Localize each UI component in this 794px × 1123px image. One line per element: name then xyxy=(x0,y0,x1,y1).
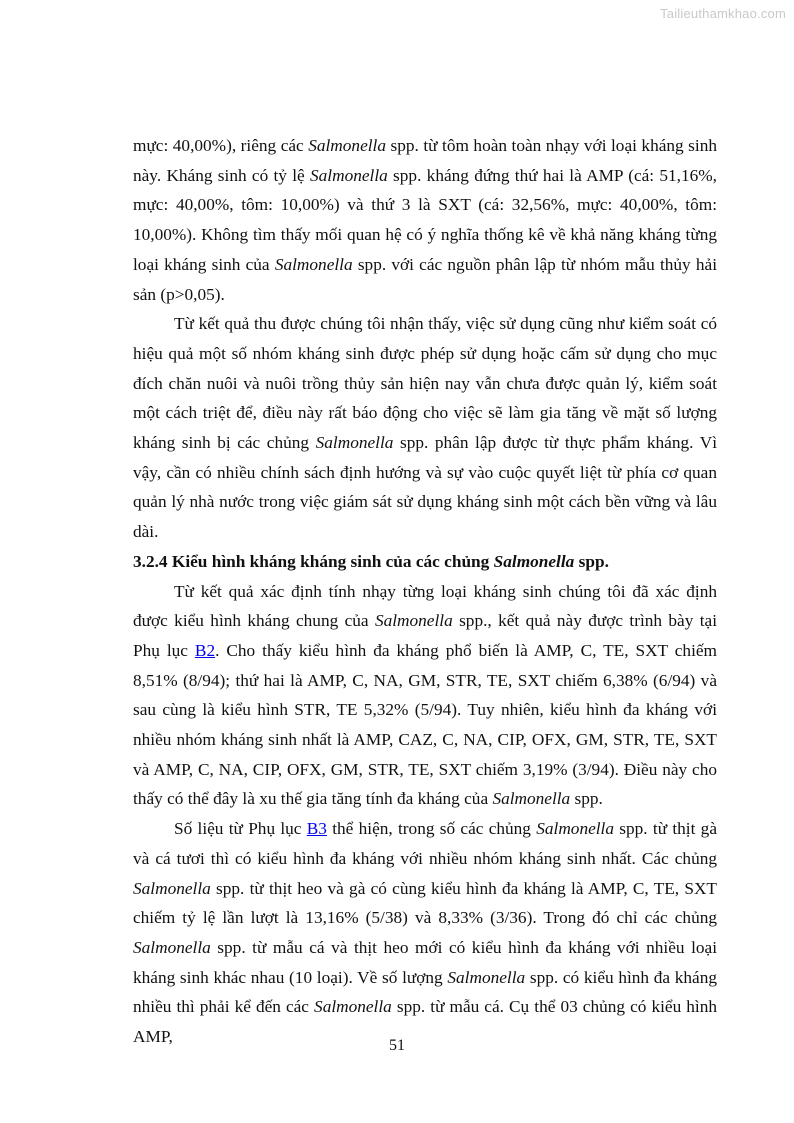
text-run: mực: 40,00%), riêng các xyxy=(133,136,309,155)
scientific-name: Salmonella xyxy=(374,611,453,631)
scientific-name: Salmonella xyxy=(308,136,386,155)
text-run: spp., kết quả này được trình bày tại Phụ lục xyxy=(133,611,717,660)
text-run: spp. từ mẫu cá. Cụ thể 03 chủng có kiểu hình AMP, xyxy=(133,997,717,1047)
text-run: Từ kết quả thu được chúng tôi nhận thấy, việc sử dụng cũng như kiểm soát có hiệu quả một số nhóm kháng sinh được phép sử dụng hoặc cấm sử dụng cho mục đích chăn nuôi và nuôi trồng thủy sản hiện nay vẫn chưa được quản lý, kiểm soát một cách triệt để, điều này rất báo động cho việc sẽ làm gia tăng về mặt số lượng kháng sinh bị các chủng xyxy=(133,314,717,453)
text-run: spp. kháng đứng thứ hai là AMP (cá: 51,16%, mực: 40,00%, tôm: 10,00%) và thứ 3 là SXT (cá: 32,56%, mực: 40,00%, tôm: 10,00%). Không tìm thấy mối quan hệ có ý nghĩa thống kê về khả năng kháng từng loại kháng sinh của xyxy=(133,165,717,274)
text-run: 3.2.4 Kiểu hình kháng kháng sinh của các chủng xyxy=(133,551,494,571)
text-run: spp. từ tôm hoàn toàn nhạy với loại kháng sinh này. Kháng sinh có tỷ lệ xyxy=(133,136,717,185)
scientific-name: Salmonella xyxy=(133,878,211,898)
text-run: spp. phân lập được từ thực phẩm kháng. Vì vậy, cần có nhiều chính sách định hướng và sự vào cuộc quyết liệt từ phía cơ quan quản lý nhà nước trong việc giám sát sử dụng kháng sinh một cách bền vững và lâu dài. xyxy=(133,433,718,542)
text-run: thể hiện, trong số các chủng xyxy=(326,819,537,839)
paragraph-appendix-b3 xyxy=(133,814,717,1052)
text-run: Số liệu từ Phụ lục xyxy=(174,819,307,839)
appendix-link-b2[interactable]: B2 xyxy=(194,640,216,660)
site-watermark: Tailieuthamkhao.com xyxy=(660,6,786,21)
scientific-name: Salmonella xyxy=(536,819,614,839)
text-run: spp. với các nguồn phân lập từ nhóm mẫu thủy hải sản (p>0,05). xyxy=(133,254,718,304)
scientific-name: Salmonella xyxy=(315,433,394,453)
text-run: spp. xyxy=(570,789,603,809)
scientific-name: Salmonella xyxy=(493,551,575,571)
text-run: spp. từ thịt gà và cá tươi thì có kiểu hình đa kháng với nhiều nhóm kháng sinh nhất. Các chủng xyxy=(133,819,717,868)
page-number: 51 xyxy=(389,1037,405,1054)
paragraph-resistance-phenotypes xyxy=(133,577,717,815)
scientific-name: Salmonella xyxy=(492,789,571,809)
document-body xyxy=(133,131,717,1052)
text-run: Từ kết quả xác định tính nhạy từng loại kháng sinh chúng tôi đã xác định được kiểu hình kháng chung của xyxy=(133,581,717,631)
section-heading-3-2-4 xyxy=(133,547,717,577)
text-run: spp. có kiểu hình đa kháng nhiều thì phải kể đến các xyxy=(133,967,717,1017)
scientific-name: Salmonella xyxy=(314,997,392,1017)
scientific-name: Salmonella xyxy=(133,937,211,957)
paragraph-antibiotic-control xyxy=(133,309,717,547)
text-run: spp. từ mẫu cá và thịt heo mới có kiểu hình đa kháng với nhiều loại kháng sinh khác nhau (10 loại). Về số lượng xyxy=(133,937,717,987)
text-run: spp. xyxy=(574,551,609,571)
scientific-name: Salmonella xyxy=(310,165,388,185)
appendix-link-b3[interactable]: B3 xyxy=(306,819,327,839)
text-run: . Cho thấy kiểu hình đa kháng phổ biến là AMP, C, TE, SXT chiếm 8,51% (8/94); thứ hai là AMP, C, NA, GM, STR, TE, SXT chiếm 6,38% (6/94) và sau cùng là kiểu hình STR, TE 5,32% (5/94). Tuy nhiên, kiểu hình đa kháng với nhiều nhóm kháng sinh nhất là AMP, CAZ, C, NA, CIP, OFX, GM, STR, TE, SXT và AMP, C, NA, CIP, OFX, GM, STR, TE, SXT chiếm 3,19% (3/94). Điều này cho thấy có thể đây là xu thế gia tăng tính đa kháng của xyxy=(133,640,717,809)
scientific-name: Salmonella xyxy=(447,967,526,987)
text-run: spp. từ thịt heo và gà có cùng kiểu hình đa kháng là AMP, C, TE, SXT chiếm tỷ lệ lần lượt là 13,16% (5/38) và 8,33% (3/36). Trong đó chỉ các chủng xyxy=(133,878,717,928)
paragraph-continuation xyxy=(133,131,717,309)
scientific-name: Salmonella xyxy=(274,254,353,274)
